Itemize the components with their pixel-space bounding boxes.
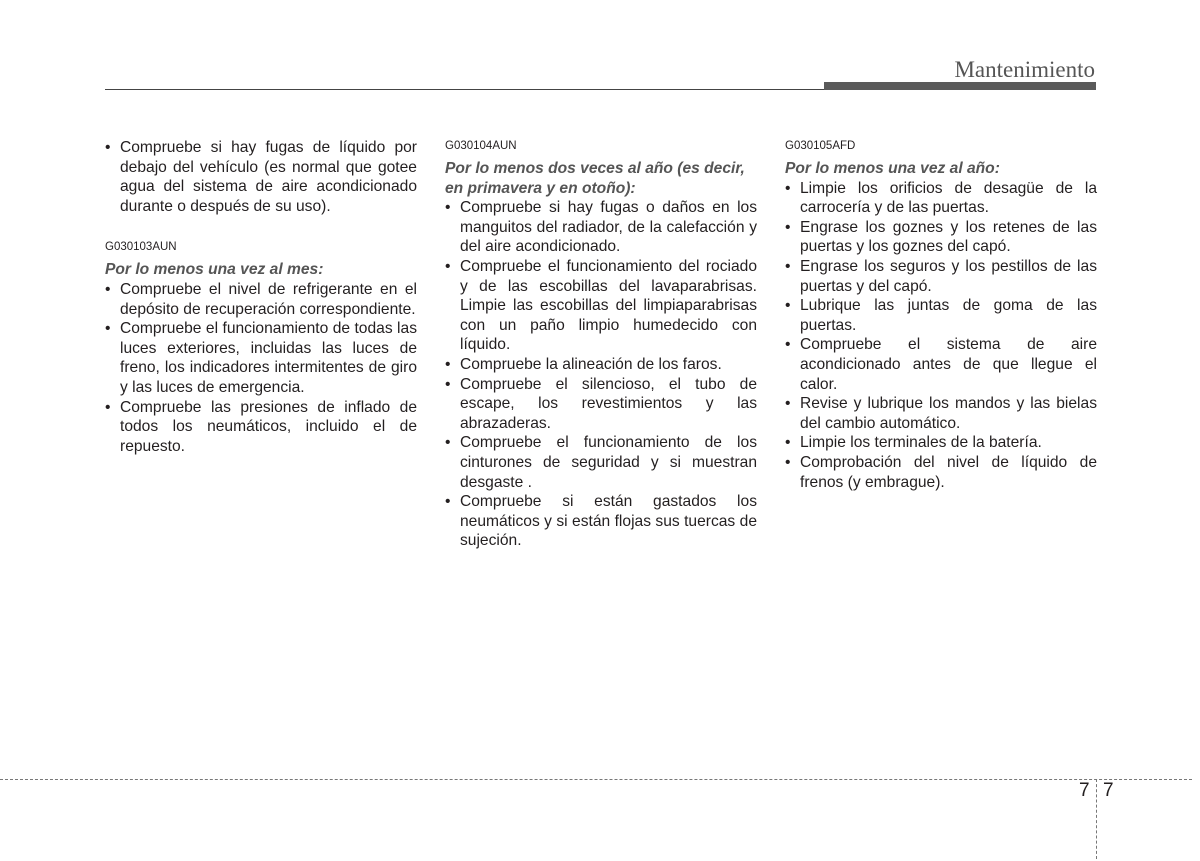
list-item: • Compruebe la alineación de los faros. [445,355,757,375]
spacer [105,216,417,240]
footer-divider [0,779,1192,780]
list-item: • Engrase los seguros y los pestillos de las puertas y del capó. [785,257,1097,296]
list-item: • Compruebe el funcionamiento del rociado y de las escobillas del lavaparabrisas. Limpie las escobillas del limpiaparabrisas con un paño limpio humedecido con líquido. [445,257,757,355]
section-heading: Por lo menos dos veces al año (es decir, en primavera y en otoño): [445,160,745,197]
bullet-list [785,179,1097,493]
chapter-number: 7 [1079,780,1090,801]
column-3 [785,139,1097,492]
list-item: • Compruebe el nivel de refrigerante en el depósito de recuperación correspondiente. [105,280,417,319]
list-item: • Lubrique las juntas de goma de las puertas. [785,296,1097,335]
list-item: • Compruebe el funcionamiento de todas las luces exteriores, incluidas las luces de freno, los indicadores intermitentes de giro y las luces de emergencia. [105,319,417,397]
list-item: • Compruebe el silencioso, el tubo de escape, los revestimientos y las abrazaderas. [445,375,757,434]
section-code: G030104AUN [445,140,517,152]
list-item: • Compruebe el funcionamiento de los cinturones de seguridad y si muestran desgaste . [445,433,757,492]
list-item: • Limpie los orificios de desagüe de la carrocería y de las puertas. [785,179,1097,218]
bullet-list [105,138,417,216]
column-2 [445,139,757,551]
header-rule [105,89,825,90]
bullet-list [105,280,417,456]
page-divider [1096,779,1097,859]
header-title: Mantenimiento [954,57,1095,82]
list-item: • Compruebe si hay fugas de líquido por debajo del vehículo (es normal que gotee agua del sistema de aire acondicionado durante o después de su uso). [105,138,417,216]
list-item: • Compruebe si están gastados los neumáticos y si están flojas sus tuercas de sujeción. [445,492,757,551]
list-item: • Compruebe el sistema de aire acondicionado antes de que llegue el calor. [785,335,1097,394]
section-heading: Por lo menos una vez al mes: [105,261,324,279]
list-item: • Engrase los goznes y los retenes de las puertas y los goznes del capó. [785,218,1097,257]
list-item: • Compruebe las presiones de inflado de todos los neumáticos, incluido el de repuesto. [105,398,417,457]
column-1 [105,138,417,456]
bullet-list [445,198,757,551]
section-code: G030105AFD [785,140,856,152]
list-item: • Limpie los terminales de la batería. [785,433,1097,453]
list-item: • Revise y lubrique los mandos y las bielas del cambio automático. [785,394,1097,433]
header-bar [824,82,1096,90]
section-code: G030103AUN [105,241,177,254]
section-heading: Por lo menos una vez al año: [785,160,1000,177]
list-item: • Compruebe si hay fugas o daños en los manguitos del radiador, de la calefacción y del aire acondicionado. [445,198,757,257]
list-item: • Comprobación del nivel de líquido de frenos (y embrague). [785,453,1097,492]
page-number: 7 [1103,780,1114,801]
